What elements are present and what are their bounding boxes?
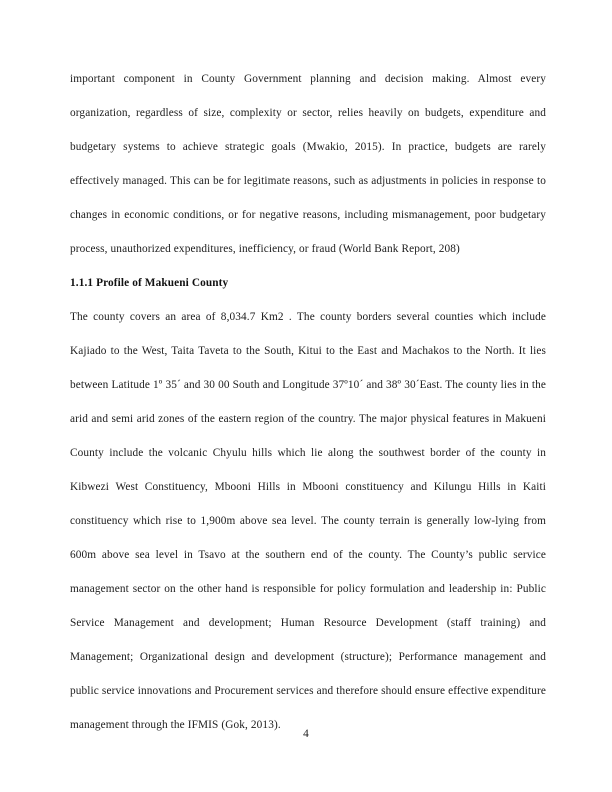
page-number: 4 [303,728,309,740]
body-paragraph-1: important component in County Government planning and decision making. Almost every organization, regardless of size, complexity or sector, relies heavily on budgets, expenditure and budgetary systems to achieve strategic goals (Mwakio, 2015). In practice, budgets are rarely effectively managed. This can be for legitimate reasons, such as adjustments in policies in response to changes in economic conditions, or for negative reasons, including mismanagement, poor budgetary process, unauthorized expenditures, inefficiency, or fraud (World Bank Report, 208) [70,73,546,255]
section-heading-profile-of-makueni-county: 1.1.1 Profile of Makueni County [70,277,229,289]
page-text-column [70,62,546,742]
body-paragraph-2: The county covers an area of 8,034.7 Km2 . The county borders several counties which include Kajiado to the West, Taita Taveta to the South, Kitui to the East and Machakos to the North. It lies between Latitude 1º 35´ and 30 00 South and Longitude 37º10´ and 38º 30´East. The county lies in the arid and semi arid zones of the eastern region of the country. The major physical features in Makueni County include the volcanic Chyulu hills which lie along the southwest border of the county in Kibwezi West Constituency, Mbooni Hills in Mbooni constituency and Kilungu Hills in Kaiti constituency which rise to 1,900m above sea level. The county terrain is generally low-lying from 600m above sea level in Tsavo at the southern end of the county. The County’s public service management sector on the other hand is responsible for policy formulation and leadership in: Public Service Management and development; Human Resource Development (staff training) and Management; Organizational design and development (structure); Performance management and public service innovations and Procurement services and therefore should ensure effective expenditure management through the IFMIS (Gok, 2013). [70,311,546,731]
